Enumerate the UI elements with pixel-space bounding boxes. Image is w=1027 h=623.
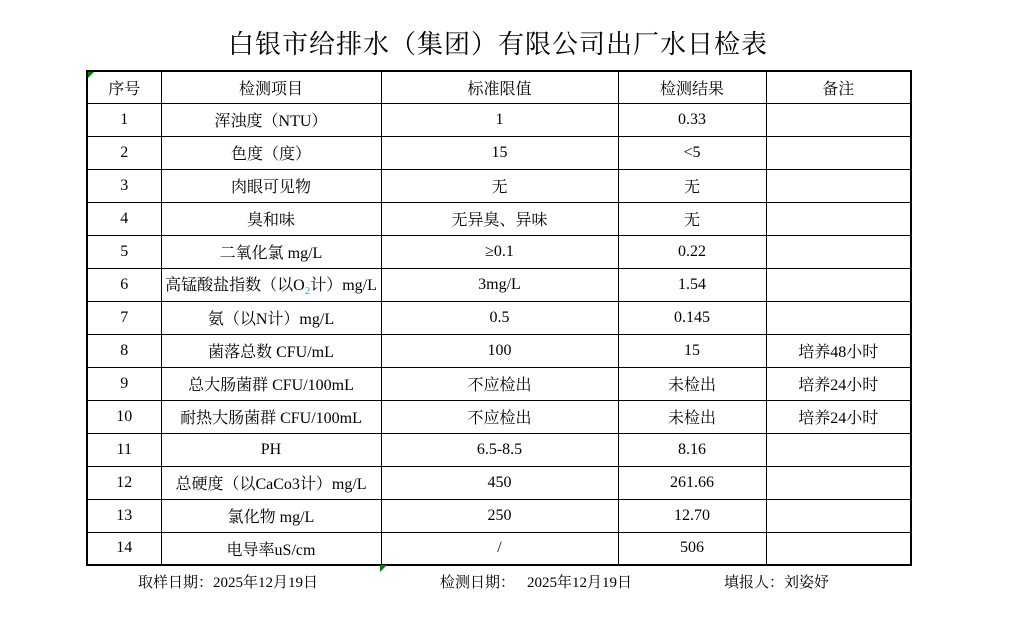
col-header-no: [87, 71, 161, 103]
test-date-field: [440, 571, 632, 592]
test-date-value: 2025年12月19日: [527, 575, 633, 591]
reporter-field: [724, 571, 829, 592]
cell-limit: 不应检出: [381, 400, 618, 433]
cell-item: 耐热大肠菌群 CFU/100mL: [161, 400, 381, 433]
cell-note: [766, 136, 911, 169]
cell-result: 未检出: [618, 367, 766, 400]
table-row: [87, 202, 911, 235]
sampling-date-value: 2025年12月19日: [213, 575, 319, 591]
cell-item: [161, 268, 381, 301]
cell-item: 氨（以N计）mg/L: [161, 301, 381, 334]
cell-no: 7: [87, 301, 161, 334]
cell-result: 261.66: [618, 466, 766, 499]
cell-limit: 无异臭、异味: [381, 202, 618, 235]
cell-note: 培养24小时: [766, 400, 911, 433]
cell-no: 12: [87, 466, 161, 499]
cell-item: 二氧化氯 mg/L: [161, 235, 381, 268]
page-title: 白银市给排水（集团）有限公司出厂水日检表: [227, 30, 768, 59]
table-row: [87, 301, 911, 334]
cell-note: 培养24小时: [766, 367, 911, 400]
cell-limit: 不应检出: [381, 367, 618, 400]
sampling-date-field: [138, 571, 318, 592]
cell-limit: 100: [381, 334, 618, 367]
cell-no: 14: [87, 532, 161, 565]
cell-no: 6: [87, 268, 161, 301]
cell-item: 色度（度）: [161, 136, 381, 169]
table-row: [87, 433, 911, 466]
cell-no: 2: [87, 136, 161, 169]
inspection-table: [86, 70, 912, 566]
cell-item: 臭和味: [161, 202, 381, 235]
cell-note: [766, 103, 911, 136]
cell-note: [766, 235, 911, 268]
table-header-row: [87, 71, 911, 103]
cell-no: 9: [87, 367, 161, 400]
cell-no: 11: [87, 433, 161, 466]
cell-no: 13: [87, 499, 161, 532]
cell-no: 4: [87, 202, 161, 235]
green-corner-marker-icon: [380, 565, 387, 572]
table-row: [87, 268, 911, 301]
cell-result: 15: [618, 334, 766, 367]
cell-note: [766, 301, 911, 334]
cell-result: 未检出: [618, 400, 766, 433]
cell-no: 8: [87, 334, 161, 367]
table-row: [87, 532, 911, 565]
cell-note: [766, 466, 911, 499]
cell-result: <5: [618, 136, 766, 169]
cell-limit: 6.5-8.5: [381, 433, 618, 466]
cell-note: [766, 202, 911, 235]
cell-item: PH: [161, 433, 381, 466]
cell-limit: 1: [381, 103, 618, 136]
cell-item: 菌落总数 CFU/mL: [161, 334, 381, 367]
cell-note: [766, 433, 911, 466]
cell-result: 12.70: [618, 499, 766, 532]
col-header-no-label: 序号: [108, 80, 141, 98]
col-header-note: 备注: [766, 71, 911, 103]
cell-item: 电导率uS/cm: [161, 532, 381, 565]
cell-result: 无: [618, 202, 766, 235]
table-row: [87, 334, 911, 367]
cell-result: 0.145: [618, 301, 766, 334]
cell-item: 氯化物 mg/L: [161, 499, 381, 532]
col-header-item: 检测项目: [161, 71, 381, 103]
table-row: [87, 169, 911, 202]
cell-item: 总大肠菌群 CFU/100mL: [161, 367, 381, 400]
cell-note: [766, 532, 911, 565]
cell-result: 0.33: [618, 103, 766, 136]
cell-no: 10: [87, 400, 161, 433]
item-text-suffix: 计）mg/L: [310, 276, 377, 294]
cell-item: 肉眼可见物: [161, 169, 381, 202]
table-row: [87, 400, 911, 433]
cell-no: 5: [87, 235, 161, 268]
cell-limit: 3mg/L: [381, 268, 618, 301]
table-row: [87, 136, 911, 169]
cell-result: 1.54: [618, 268, 766, 301]
col-header-limit: 标准限值: [381, 71, 618, 103]
cell-item: 浑浊度（NTU）: [161, 103, 381, 136]
cell-result: 0.22: [618, 235, 766, 268]
table-row: [87, 103, 911, 136]
cell-no: 1: [87, 103, 161, 136]
cell-limit: 15: [381, 136, 618, 169]
sampling-date-label: 取样日期：: [138, 575, 214, 591]
reporter-label: 填报人：: [724, 575, 785, 591]
cell-note: [766, 169, 911, 202]
cell-limit: 450: [381, 466, 618, 499]
cell-limit: /: [381, 532, 618, 565]
item-text-prefix: 高锰酸盐指数（以O: [165, 276, 305, 294]
item-subscript: 2: [304, 285, 311, 298]
cell-result: 506: [618, 532, 766, 565]
cell-item: 总硬度（以CaCo3计）mg/L: [161, 466, 381, 499]
cell-no: 3: [87, 169, 161, 202]
cell-note: [766, 499, 911, 532]
cell-result: 8.16: [618, 433, 766, 466]
cell-limit: 0.5: [381, 301, 618, 334]
table-row: [87, 235, 911, 268]
reporter-name: 刘姿妤: [784, 575, 830, 591]
cell-limit: ≥0.1: [381, 235, 618, 268]
table-row: [87, 367, 911, 400]
cell-result: 无: [618, 169, 766, 202]
test-date-label: 检测日期：: [440, 575, 516, 591]
cell-note: [766, 268, 911, 301]
col-header-result: 检测结果: [618, 71, 766, 103]
cell-note: 培养48小时: [766, 334, 911, 367]
table-row: [87, 466, 911, 499]
table-row: [87, 499, 911, 532]
cell-limit: 250: [381, 499, 618, 532]
excel-error-triangle-icon: [88, 72, 94, 78]
cell-limit: 无: [381, 169, 618, 202]
